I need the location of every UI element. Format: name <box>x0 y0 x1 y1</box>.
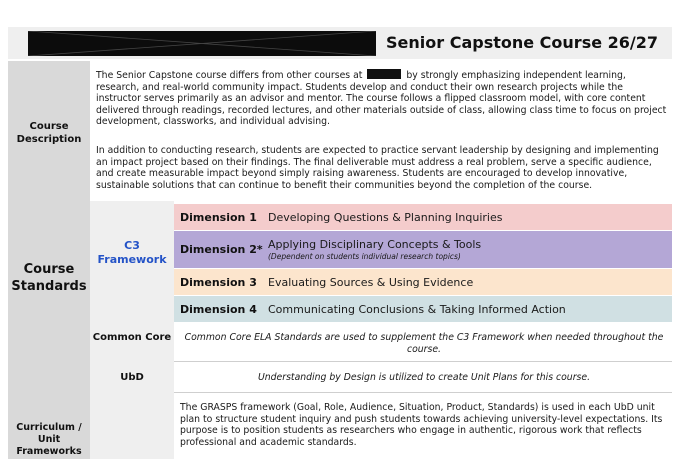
description-text-before: The Senior Capstone course differs from other courses at <box>96 70 363 81</box>
common-core-text: Common Core ELA Standards are used to supplement the C3 Framework when needed throughout the course. <box>184 332 664 355</box>
dimension-row <box>174 296 672 322</box>
dimension-row <box>174 204 672 230</box>
dimension-name: Dimension 3 <box>180 275 257 289</box>
redacted-school-name <box>367 69 401 79</box>
divider <box>174 392 672 393</box>
course-standards-label: Course Standards <box>11 262 87 294</box>
common-core-label: Common Core <box>92 332 172 343</box>
dimension-text: Developing Questions & Planning Inquiries <box>268 210 503 224</box>
dimension-name: Dimension 1 <box>180 210 257 224</box>
dimension-name: Dimension 2* <box>180 243 263 256</box>
dimension-text-block <box>268 238 672 261</box>
grasps-text: The GRASPS framework (Goal, Role, Audience, Situation, Product, Standards) is used in each UbD unit plan to structure student inquiry and push students towards achieving university-level expectations. Its purpose is to position students as researchers who engage in authentic, rigorous work that reflects professional and academic standards. <box>180 402 663 448</box>
course-description-label: Course Description <box>16 121 82 145</box>
dimension-row <box>174 231 672 268</box>
page-title: Senior Capstone Course 26/27 <box>386 33 659 52</box>
dimension-row <box>174 269 672 295</box>
curriculum-frameworks-label: Curriculum / Unit Frameworks <box>16 422 82 457</box>
c3-framework-label: C3 Framework <box>97 239 167 266</box>
dimension-text: Applying Disciplinary Concepts & Tools <box>268 238 482 251</box>
description-paragraph-1 <box>96 69 668 128</box>
ubd-text: Understanding by Design is utilized to create Unit Plans for this course. <box>257 372 591 383</box>
dimension-note: (Dependent on students individual research topics) <box>268 252 461 261</box>
dimension-text: Communicating Conclusions & Taking Informed Action <box>268 302 566 316</box>
divider <box>174 361 672 362</box>
description-text-after: by strongly emphasizing independent learning, research, and real-world community impact. Students develop and conduct their own research projects while the instructor serves primarily as an advisor and mentor. The course follows a flipped classroom model, with core content delivered through readings, recorded lectures, and other materials outside of class, allowing class time to focus on project development, classworks, and individual advising. <box>96 70 667 127</box>
dimension-text: Evaluating Sources & Using Evidence <box>268 275 474 289</box>
ubd-label: UbD <box>120 372 144 383</box>
redacted-block <box>28 31 376 56</box>
dimension-name: Dimension 4 <box>180 302 257 316</box>
description-paragraph-2: In addition to conducting research, students are expected to practice servant leadership by designing and implementing an impact project based on their findings. The final deliverable must address a real problem, serve a specific audience, and create measurable impact beyond simply raising awareness. Students are encouraged to develop innovative, sustainable solutions that can continue to benefit their communities beyond the completion of the course. <box>96 145 659 191</box>
